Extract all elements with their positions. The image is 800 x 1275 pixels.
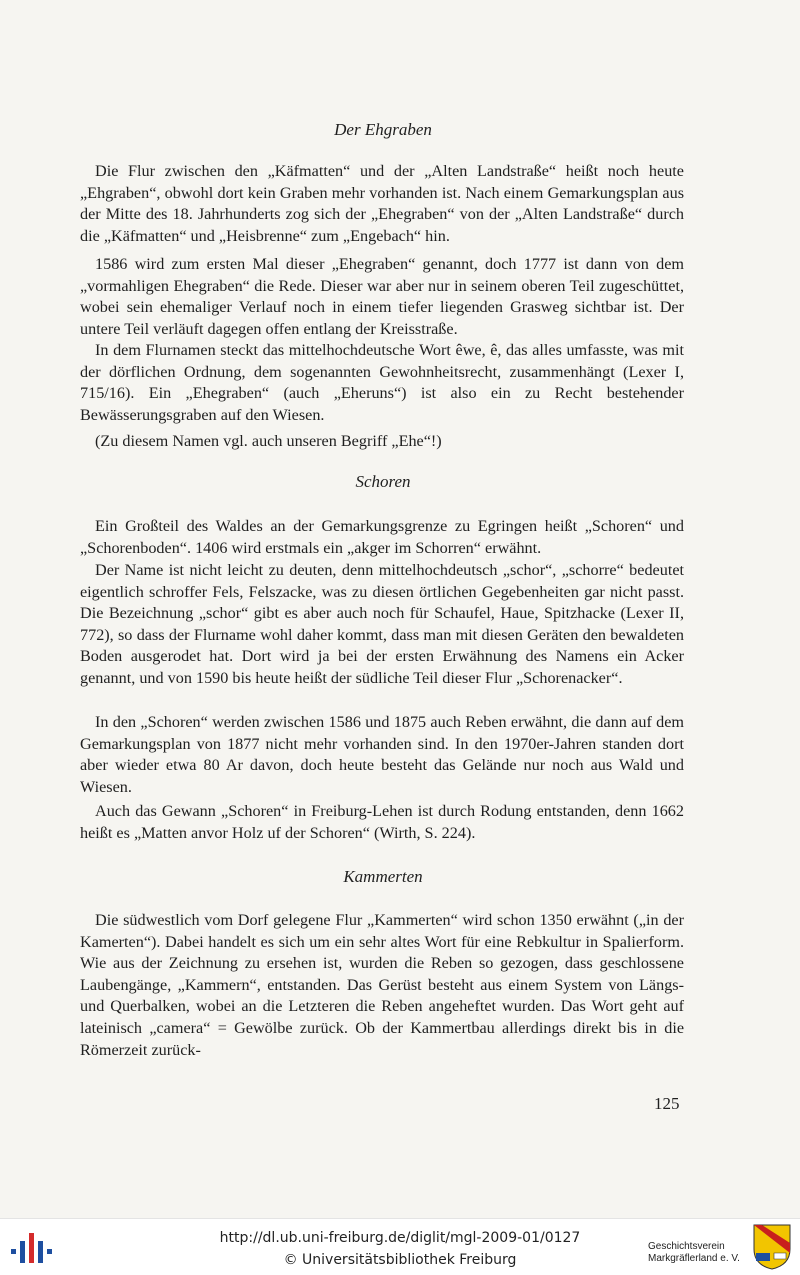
- paragraph: 1586 wird zum ersten Mal dieser „Ehegraben“ genannt, doch 1777 ist dann von dem „vormahligen Ehegraben“ die Rede. Dieser war aber nur in seinem oberen Teil zugeschüttet, wobei sein ehemaliger Verlauf noch in einem tiefer liegenden Grasweg sichtbar ist. Der untere Teil verläuft dagegen offen entlang der Kreisstraße.: [80, 255, 684, 338]
- paragraph: In den „Schoren“ werden zwischen 1586 und 1875 auch Reben erwähnt, die dann auf dem Gemarkungsplan von 1877 nicht mehr vorhanden sind. In den 1970er-Jahren standen dort aber wieder etwa 80 Ar davon, doch heute besteht das Gelände nur noch aus Wald und Wiesen.: [80, 713, 684, 796]
- viewer-footer: [0, 1218, 800, 1275]
- paragraph: (Zu diesem Namen vgl. auch unseren Begriff „Ehe“!): [95, 432, 442, 450]
- paragraph: Der Name ist nicht leicht zu deuten, denn mittelhochdeutsch „schor“, „schorre“ bedeutet eigentlich schroffer Fels, Felszacke, was zu diesen örtlichen Gegebenheiten gar nicht passt. Die Bezeichnung „schor“ gibt es aber auch noch für Schaufel, Haue, Spitzhacke (Lexer II, 772), so dass der Flurname wohl daher kommt, dass man mit diesen Geräten den bewaldeten Boden ausgerodet hat. Dort wird ja bei der ersten Erwähnung des Namens ein Acker genannt, und von 1590 bis heute heißt der südliche Teil dieser Flur „Schorenacker“.: [80, 561, 684, 687]
- section-title-schoren: Schoren: [355, 472, 411, 491]
- copyright-notice: © Universitätsbibliothek Freiburg: [283, 1252, 517, 1268]
- paragraph: Auch das Gewann „Schoren“ in Freiburg-Lehen ist durch Rodung entstanden, denn 1662 heißt es „Matten anvor Holz uf der Schoren“ (Wirth, S. 224).: [80, 802, 684, 842]
- paragraph: Die Flur zwischen den „Käfmatten“ und der „Alten Landstraße“ heißt noch heute „Ehgraben“, obwohl dort kein Graben mehr vorhanden ist. Nach einem Gemarkungsplan aus der Mitte des 18. Jahrhunderts zog sich der „Ehegraben“ von der „Alten Landstraße“ durch die „Käfmatten“ und „Heisbrenne“ zum „Engebach“ hin.: [80, 162, 684, 245]
- society-name-line2: Markgräflerland e. V.: [648, 1253, 740, 1264]
- section-title-ehgraben: Der Ehgraben: [334, 120, 432, 139]
- paragraph: Ein Großteil des Waldes an der Gemarkungsgrenze zu Egringen heißt „Schoren“ und „Schorenboden“. 1406 wird erstmals ein „akger im Schorren“ erwähnt.: [80, 517, 684, 557]
- section-title-kammerten: Kammerten: [343, 867, 423, 886]
- permalink[interactable]: http://dl.ub.uni-freiburg.de/diglit/mgl-2009-01/0127: [219, 1230, 581, 1246]
- coat-of-arms-icon: [752, 1223, 792, 1271]
- page-number: 125: [654, 1094, 680, 1113]
- paragraph: In dem Flurnamen steckt das mittelhochdeutsche Wort êwe, ê, das alles umfasste, was mit der dörflichen Ordnung, dem sogenannten Gewohnheitsrecht, zusammenhängt (Lexer I, 715/16). Ein „Ehegraben“ (auch „Eheruns“) ist also ein zu Recht bestehender Bewässerungsgraben auf den Wiesen.: [80, 341, 684, 424]
- paragraph: Die südwestlich vom Dorf gelegene Flur „Kammerten“ wird schon 1350 erwähnt („in der Kamerten“). Dabei handelt es sich um ein sehr altes Wort für eine Rebkultur in Spalierform. Wie aus der Zeichnung zu ersehen ist, wurden die Reben so gezogen, dass geschlossene Laubengänge, „Kammern“, entstanden. Das Gerüst besteht aus einem System von Längs- und Querbalken, wobei an die Letzteren die Reben angeheftet wurden. Das Wort geht auf lateinisch „camera“ = Gewölbe zurück. Ob der Kammertbau allerdings direkt bis in die Römerzeit zurück-: [80, 911, 684, 1059]
- society-name-line1: Geschichtsverein: [648, 1241, 725, 1252]
- society-name: [648, 1241, 752, 1265]
